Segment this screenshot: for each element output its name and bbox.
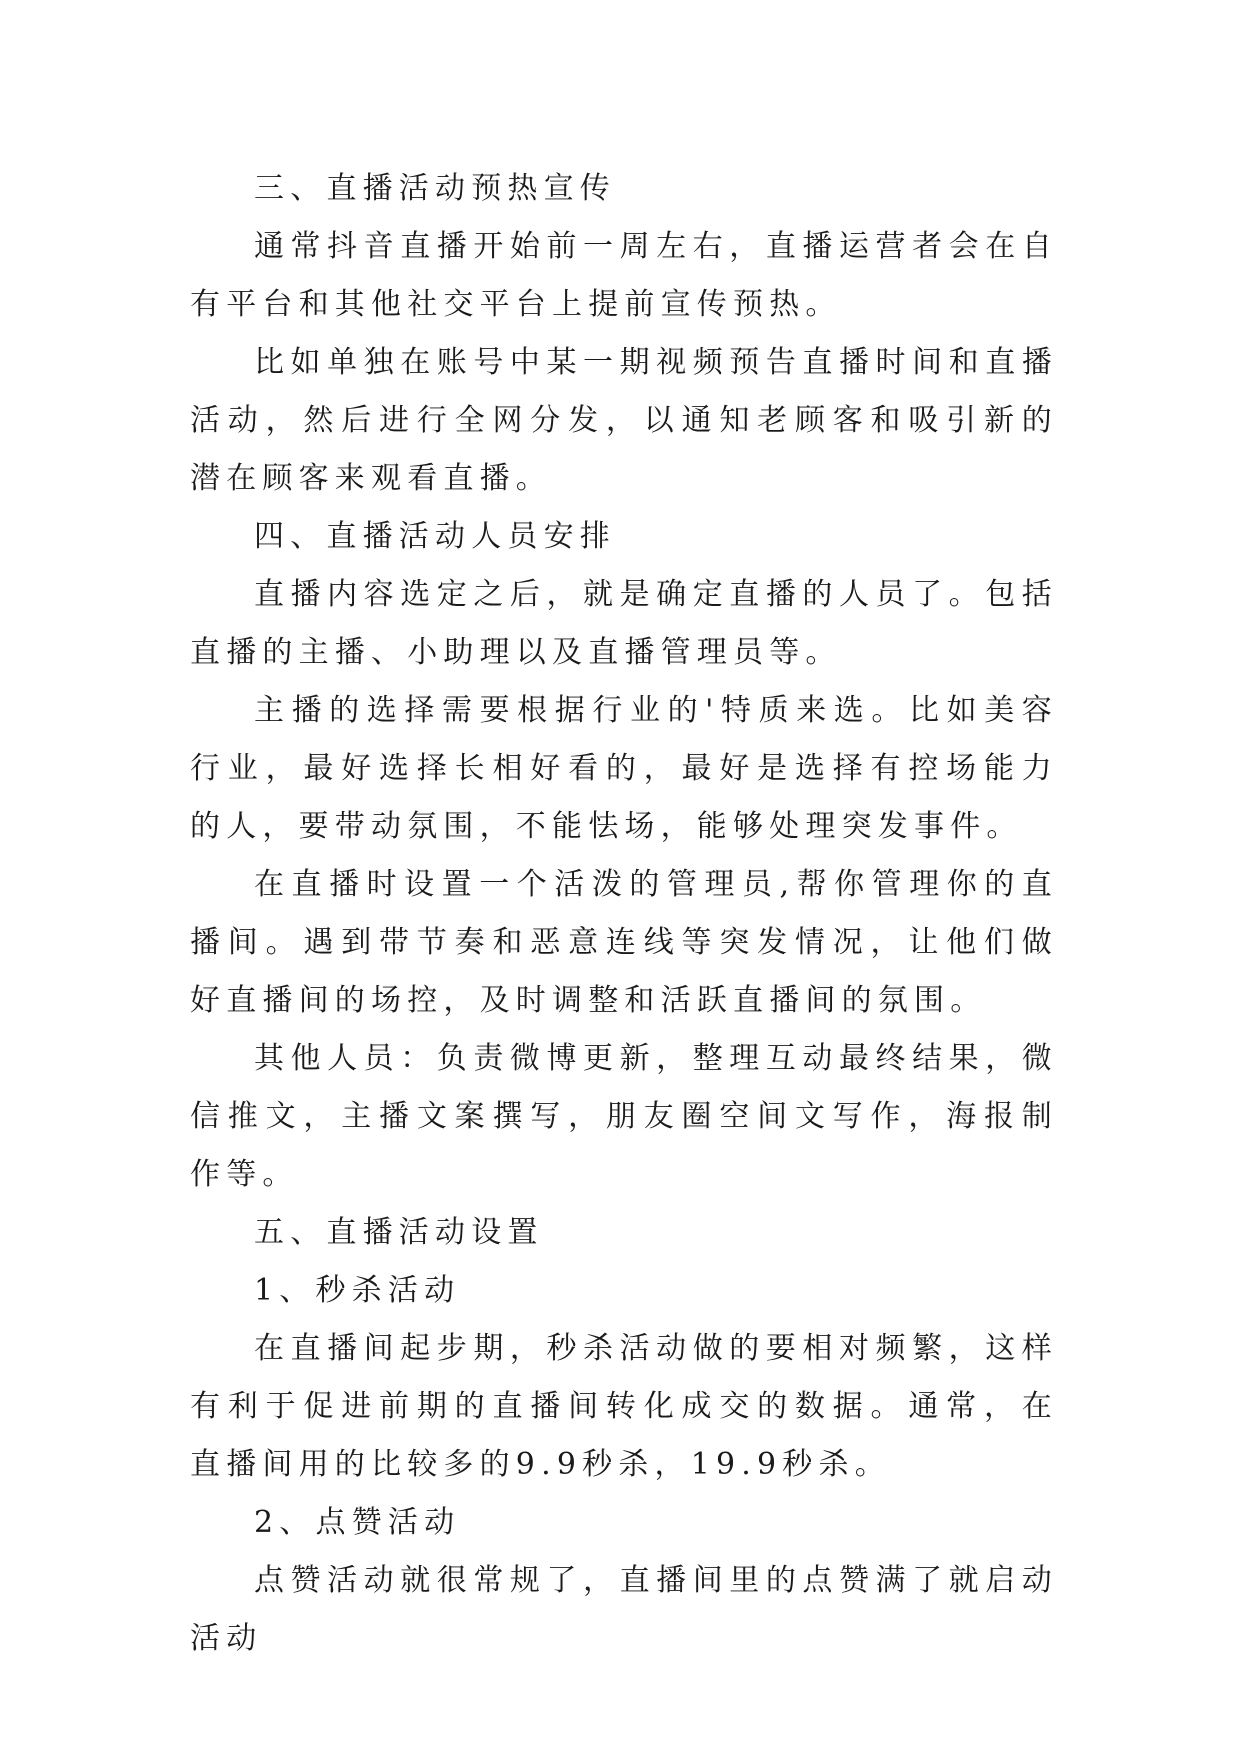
paragraph: 点赞活动就很常规了，直播间里的点赞满了就启动活动: [190, 1563, 1058, 1656]
paragraph: 比如单独在账号中某一期视频预告直播时间和直播活动，然后进行全网分发，以通知老顾客和吸引新的潜在顾客来观看直播。: [190, 345, 1058, 496]
paragraph: 直播内容选定之后，就是确定直播的人员了。包括直播的主播、小助理以及直播管理员等。: [190, 577, 1058, 670]
subsection-heading: 1、秒杀活动: [254, 1273, 461, 1308]
paragraph: 其他人员：负责微博更新，整理互动最终结果，微信推文，主播文案撰写，朋友圈空间文写作，海报制作等。: [190, 1041, 1058, 1192]
section-heading: 三、直播活动预热宣传: [254, 171, 616, 206]
paragraph: 在直播间起步期，秒杀活动做的要相对频繁，这样有利于促进前期的直播间转化成交的数据。通常，在直播间用的比较多的9.9秒杀，19.9秒杀。: [190, 1331, 1058, 1482]
section-heading: 四、直播活动人员安排: [254, 519, 616, 554]
document-body: [190, 160, 1058, 1668]
paragraph: 在直播时设置一个活泼的管理员,帮你管理你的直播间。遇到带节奏和恶意连线等突发情况，让他们做好直播间的场控，及时调整和活跃直播间的氛围。: [190, 867, 1058, 1018]
section-heading: 五、直播活动设置: [254, 1215, 544, 1250]
paragraph: 主播的选择需要根据行业的'特质来选。比如美容行业，最好选择长相好看的，最好是选择有控场能力的人，要带动氛围，不能怯场，能够处理突发事件。: [190, 693, 1058, 844]
paragraph: 通常抖音直播开始前一周左右，直播运营者会在自有平台和其他社交平台上提前宣传预热。: [190, 229, 1058, 322]
subsection-heading: 2、点赞活动: [254, 1505, 461, 1540]
